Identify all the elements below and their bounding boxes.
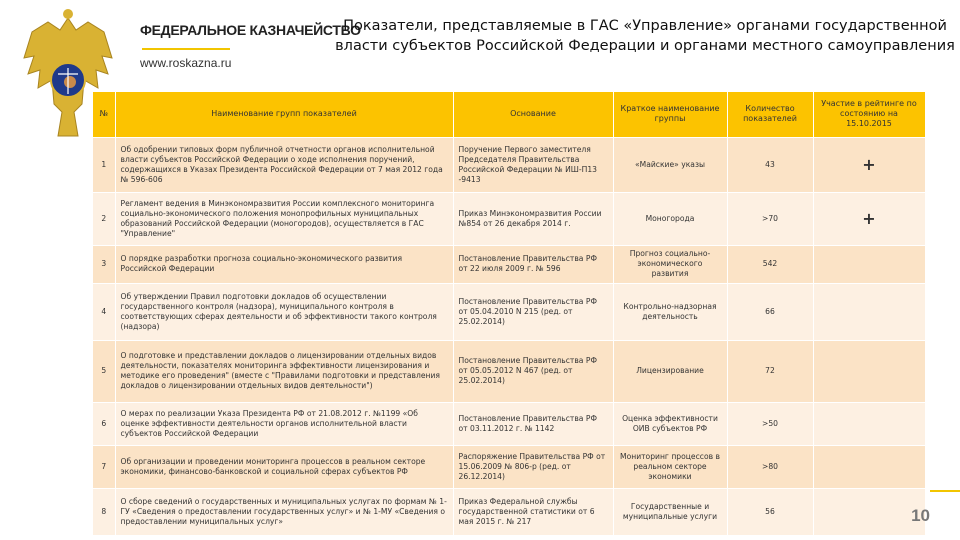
rating-participation (813, 445, 925, 488)
organization-name: ФЕДЕРАЛЬНОЕ КАЗНАЧЕЙСТВО (140, 22, 361, 38)
table-row (93, 245, 925, 283)
org-divider (142, 48, 230, 50)
slide-title: Показатели, представляемые в ГАС «Управление» органами государственной власти субъектов Российской Федерации и органами местного самоуправления (335, 18, 955, 54)
website-link[interactable]: www.roskazna.ru (140, 56, 232, 70)
group-name: Об утверждении Правил подготовки докладов об осуществлении государственного контроля (надзора), муниципального контроля в соответствующих сферах деятельности и об эффективности такого контроля (надзора) (115, 283, 453, 340)
rating-participation (813, 488, 925, 535)
row-number: 5 (93, 340, 115, 402)
table-row (93, 283, 925, 340)
table-row (93, 488, 925, 535)
group-name: О порядке разработки прогноза социально-экономического развития Российской Федерации (115, 245, 453, 283)
row-number: 7 (93, 445, 115, 488)
indicator-count: 72 (727, 340, 813, 402)
basis: Приказ Федеральной службы государственной статистики от 6 мая 2015 г. № 217 (453, 488, 613, 535)
col-count: Количество показателей (727, 92, 813, 137)
row-number: 2 (93, 192, 115, 245)
col-basis: Основание (453, 92, 613, 137)
basis: Поручение Первого заместителя Председателя Правительства Российской Федерации № ИШ-П13 -9413 (453, 137, 613, 192)
table-header-row (93, 92, 925, 137)
basis: Постановление Правительства РФ от 05.05.2012 N 467 (ред. от 25.02.2014) (453, 340, 613, 402)
short-name: Оценка эффективности ОИВ субъектов РФ (613, 402, 727, 445)
short-name: Мониторинг процессов в реальном секторе экономики (613, 445, 727, 488)
table-row (93, 340, 925, 402)
short-name: Государственные и муниципальные услуги (613, 488, 727, 535)
table-row (93, 402, 925, 445)
row-number: 3 (93, 245, 115, 283)
col-short-name: Краткое наименование группы (613, 92, 727, 137)
page-accent-line (930, 490, 960, 492)
basis: Распоряжение Правительства РФ от 15.06.2009 № 806-р (ред. от 26.12.2014) (453, 445, 613, 488)
group-name: Регламент ведения в Минэкономразвития России комплексного мониторинга социально-экономического положения монопрофильных муниципальных образований Российской Федерации (моногородов), осуществляется в ГАС "Управление" (115, 192, 453, 245)
indicator-count: >50 (727, 402, 813, 445)
table-row (93, 137, 925, 192)
group-name: О подготовке и представлении докладов о лицензировании отдельных видов деятельности, показателях мониторинга эффективности лицензирования и методике его проведения" (вместе с "Правилами подготовки и представления докладов о лицензировании отдельных видов деятельности") (115, 340, 453, 402)
indicator-count: 66 (727, 283, 813, 340)
rating-participation: + (813, 192, 925, 245)
table-row (93, 192, 925, 245)
col-group-name: Наименование групп показателей (115, 92, 453, 137)
indicators-table (93, 92, 926, 535)
rating-participation (813, 283, 925, 340)
row-number: 8 (93, 488, 115, 535)
rating-participation: + (813, 137, 925, 192)
row-number: 4 (93, 283, 115, 340)
basis: Приказ Минэкономразвития России №854 от 26 декабря 2014 г. (453, 192, 613, 245)
rating-participation (813, 245, 925, 283)
col-rating: Участие в рейтинге по состоянию на 15.10.2015 (813, 92, 925, 137)
short-name: Прогноз социально-экономического развития (613, 245, 727, 283)
group-name: О мерах по реализации Указа Президента РФ от 21.08.2012 г. №1199 «Об оценке эффективности деятельности органов исполнительной власти субъектов Российской Федерации (115, 402, 453, 445)
rating-participation (813, 402, 925, 445)
indicator-count: >80 (727, 445, 813, 488)
row-number: 1 (93, 137, 115, 192)
group-name: Об одобрении типовых форм публичной отчетности органов исполнительной власти субъектов Российской Федерации о ходе исполнения поручений, содержащихся в Указах Президента Российской Федерации от 7 мая 2012 года № 596-606 (115, 137, 453, 192)
indicator-count: >70 (727, 192, 813, 245)
basis: Постановление Правительства РФ от 05.04.2010 N 215 (ред. от 25.02.2014) (453, 283, 613, 340)
short-name: Моногорода (613, 192, 727, 245)
indicator-count: 43 (727, 137, 813, 192)
short-name: Лицензирование (613, 340, 727, 402)
short-name: «Майские» указы (613, 137, 727, 192)
row-number: 6 (93, 402, 115, 445)
group-name: О сборе сведений о государственных и муниципальных услугах по формам № 1-ГУ «Сведения о предоставлении государственных услуг» и № 1-МУ «Сведения о предоставлении муниципальных услуг» (115, 488, 453, 535)
col-number: № (93, 92, 115, 137)
short-name: Контрольно-надзорная деятельность (613, 283, 727, 340)
basis: Постановление Правительства РФ от 22 июля 2009 г. № 596 (453, 245, 613, 283)
indicator-count: 542 (727, 245, 813, 283)
rating-participation (813, 340, 925, 402)
group-name: Об организации и проведении мониторинга процессов в реальном секторе экономики, финансово-банковской и социальной сферах субъектов РФ (115, 445, 453, 488)
basis: Постановление Правительства РФ от 03.11.2012 г. № 1142 (453, 402, 613, 445)
table-row (93, 445, 925, 488)
indicator-count: 56 (727, 488, 813, 535)
page-number: 10 (911, 506, 930, 525)
